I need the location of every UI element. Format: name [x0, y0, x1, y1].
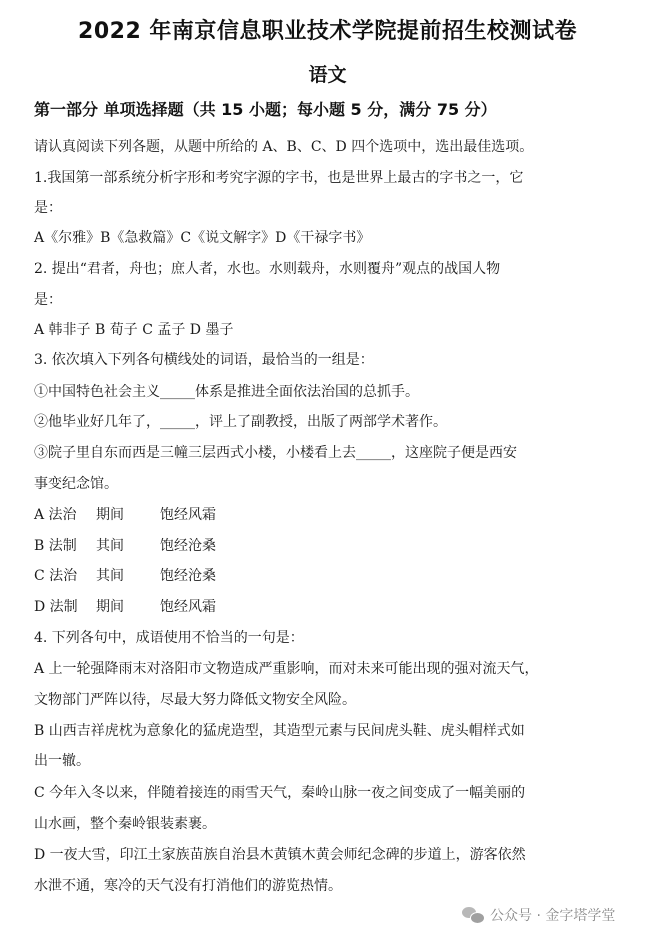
q4-option-c-line2: 山水画，整个秦岭银装素裹。: [34, 816, 216, 832]
q4-option-b-line2: 出一辙。: [34, 753, 90, 769]
option-word-3: 饱经风霜: [160, 507, 216, 523]
q4-option-d-line2: 水泄不通，寒冷的天气没有打消他们的游览热情。: [34, 878, 342, 894]
q3-option-b: [34, 536, 216, 556]
wechat-icon: [462, 906, 484, 924]
q3-sentence-1: ①中国特色社会主义_____体系是推进全面依法治国的总抓手。: [34, 384, 419, 400]
subject-heading: 语文: [308, 64, 347, 86]
q3-option-a: [34, 505, 216, 525]
q3-sentence-3-line2: 事变纪念馆。: [34, 476, 118, 492]
option-word-3: 饱经风霜: [160, 599, 216, 615]
option-word-1: B 法制: [34, 538, 77, 554]
option-word-2: 其间: [96, 538, 124, 554]
watermark: [462, 904, 615, 926]
option-word-3: 饱经沧桑: [160, 538, 216, 554]
option-word-3: 饱经沧桑: [160, 568, 216, 584]
section-heading: 第一部分 单项选择题（共 15 小题；每小题 5 分，满分 75 分）: [34, 100, 497, 119]
instruction-text: 请认真阅读下列各题，从题中所给的 A、B、C、D 四个选项中，选出最佳选项。: [34, 139, 534, 155]
option-word-1: A 法治: [34, 507, 77, 523]
q3-option-d: [34, 597, 216, 617]
q2-stem-line2: 是：: [34, 292, 62, 308]
option-word-2: 其间: [96, 568, 124, 584]
q4-option-c-line1: C 今年入冬以来，伴随着接连的雨雪天气，秦岭山脉一夜之间变成了一幅美丽的: [34, 785, 526, 801]
q3-sentence-2: ②他毕业好几年了，_____，评上了副教授，出版了两部学术著作。: [34, 414, 447, 430]
q4-option-b-line1: B 山西吉祥虎枕为意象化的猛虎造型，其造型元素与民间虎头鞋、虎头帽样式如: [34, 723, 525, 739]
exam-title: 2022 年南京信息职业技术学院提前招生校测试卷: [78, 19, 577, 44]
q2-options: A 韩非子 B 荀子 C 孟子 D 墨子: [34, 322, 234, 338]
watermark-text: 公众号 · 金字塔学堂: [490, 908, 616, 924]
q3-option-c: [34, 566, 216, 586]
option-word-1: D 法制: [34, 599, 78, 615]
q3-stem: 3. 依次填入下列各句横线处的词语，最恰当的一组是：: [34, 352, 374, 368]
q4-stem: 4. 下列各句中，成语使用不恰当的一句是：: [34, 630, 304, 646]
option-word-2: 期间: [96, 507, 124, 523]
q1-stem-line2: 是：: [34, 200, 62, 216]
q2-stem-line1: 2. 提出“君者，舟也；庶人者，水也。水则载舟，水则覆舟”观点的战国人物: [34, 261, 501, 277]
q1-stem-line1: 1.我国第一部系统分析字形和考究字源的字书，也是世界上最古的字书之一，它: [34, 170, 524, 186]
option-word-1: C 法治: [34, 568, 78, 584]
q3-sentence-3-line1: ③院子里自东而西是三幢三层西式小楼，小楼看上去_____，这座院子便是西安: [34, 445, 517, 461]
q1-options: A《尔雅》B《急救篇》C《说文解字》D《干禄字书》: [34, 230, 371, 246]
q4-option-d-line1: D 一夜大雪，印江土家族苗族自治县木黄镇木黄会师纪念碑的步道上，游客依然: [34, 847, 526, 863]
q4-option-a-line2: 文物部门严阵以待，尽最大努力降低文物安全风险。: [34, 692, 356, 708]
q4-option-a-line1: A 上一轮强降雨末对洛阳市文物造成严重影响，而对未来可能出现的强对流天气，: [34, 661, 539, 677]
option-word-2: 期间: [96, 599, 124, 615]
